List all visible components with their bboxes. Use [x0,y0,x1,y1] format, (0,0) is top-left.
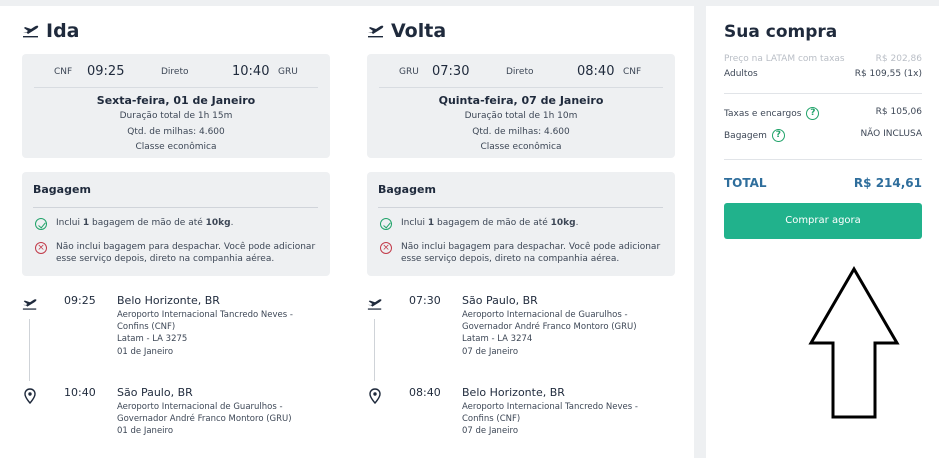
segment-city: São Paulo, BR [117,386,193,399]
flight-date: Quinta-feira, 07 de Janeiro [438,94,604,107]
flight-date: Sexta-feira, 01 de Janeiro [96,94,256,107]
latam-price-value: R$ 202,86 [875,54,922,64]
check-circle-icon [35,218,47,230]
segment-flight: Latam - LA 3274 [462,334,533,345]
baggage-value: NÃO INCLUSA [860,129,922,139]
depart-time: 07:30 [432,64,470,79]
segment-time: 07:30 [409,294,441,307]
divider [379,87,663,88]
dest-code: GRU [278,67,298,77]
flight-duration: Duração total de 1h 10m [464,111,578,121]
dest-code: CNF [623,67,642,77]
segment-city: Belo Horizonte, BR [117,294,220,307]
summary-title: Sua compra [724,22,838,42]
plane-takeoff-icon [367,296,383,312]
help-circle-icon[interactable]: ? [772,129,785,142]
return-baggage-card: Bagagem Inclui 1 bagagem de mão de até 10kg. × Não inclui bagagem para despachar. Você pode adicionar esse serviço depois, direto na companhia aérea. [367,172,675,276]
outbound-flight-card [22,54,330,158]
flight-type: Direto [506,67,534,77]
return-flight-card [367,54,675,158]
depart-time: 09:25 [87,64,125,79]
divider [34,87,318,88]
flight-cabin: Classe econômica [480,142,562,152]
segment-date: 07 de Janeiro [462,426,519,437]
outbound-baggage-card: Bagagem Inclui 1 bagagem de mão de até 10kg. × Não inclui bagagem para despachar. Você pode adicionar esse serviço depois, direto na companhia aérea. [22,172,330,276]
taxes-row [724,107,922,120]
return-title: Volta [367,20,446,42]
segment-flight: Latam - LA 3275 [117,334,188,345]
adults-label: Adultos [724,69,758,79]
segment-date: 01 de Janeiro [117,426,174,437]
segment-connector [29,319,30,381]
segment-date: 01 de Janeiro [117,346,174,357]
latam-price-row [724,54,922,64]
total-row [724,176,922,190]
divider [33,207,318,208]
origin-code: CNF [54,67,73,77]
segment-city: Belo Horizonte, BR [462,386,565,399]
arrive-time: 10:40 [232,64,270,79]
origin-code: GRU [399,67,419,77]
flight-duration: Duração total de 1h 15m [119,111,233,121]
location-pin-icon [22,388,38,404]
segment-connector [374,319,375,381]
outbound-title: Ida [22,20,80,42]
location-pin-icon [367,388,383,404]
total-value: R$ 214,61 [853,176,922,190]
flight-miles: Qtd. de milhas: 4.600 [472,127,570,137]
taxes-label: Taxas e encargos [724,109,802,119]
check-circle-icon [380,218,392,230]
divider [724,93,922,94]
segment-time: 09:25 [64,294,96,307]
adults-row [724,69,922,79]
baggage-title: Bagagem [378,183,436,196]
segment-city: São Paulo, BR [462,294,538,307]
itinerary-panel [0,6,694,458]
plane-takeoff-icon [22,296,38,312]
segment-airport: Aeroporto Internacional de Guarulhos - Governador André Franco Montoro (GRU) [117,402,292,425]
help-circle-icon[interactable]: ? [806,107,819,120]
flight-cabin: Classe econômica [135,142,217,152]
arrive-time: 08:40 [577,64,615,79]
segment-airport: Aeroporto Internacional Tancredo Neves - Confins (CNF) [462,402,638,425]
plane-takeoff-icon [367,24,385,38]
taxes-value: R$ 105,06 [875,107,922,117]
up-arrow-annotation [808,266,900,420]
divider [378,207,663,208]
plane-takeoff-icon [22,24,40,38]
adults-value: R$ 109,55 (1x) [854,69,922,79]
segment-date: 07 de Janeiro [462,346,519,357]
total-label: TOTAL [724,176,767,190]
flight-type: Direto [161,67,189,77]
latam-price-label: Preço na LATAM com taxas [724,54,845,64]
segment-time: 10:40 [64,386,96,399]
baggage-label: Bagagem [724,131,767,141]
x-circle-icon: × [35,242,47,254]
x-circle-icon: × [380,242,392,254]
segment-airport: Aeroporto Internacional de Guarulhos - Governador André Franco Montoro (GRU) [462,310,637,333]
segment-time: 08:40 [409,386,441,399]
baggage-row [724,129,922,142]
segment-airport: Aeroporto Internacional Tancredo Neves - Confins (CNF) [117,310,293,333]
buy-now-button[interactable]: Comprar agora [724,203,922,239]
flight-miles: Qtd. de milhas: 4.600 [127,127,225,137]
divider [724,159,922,160]
baggage-title: Bagagem [33,183,91,196]
